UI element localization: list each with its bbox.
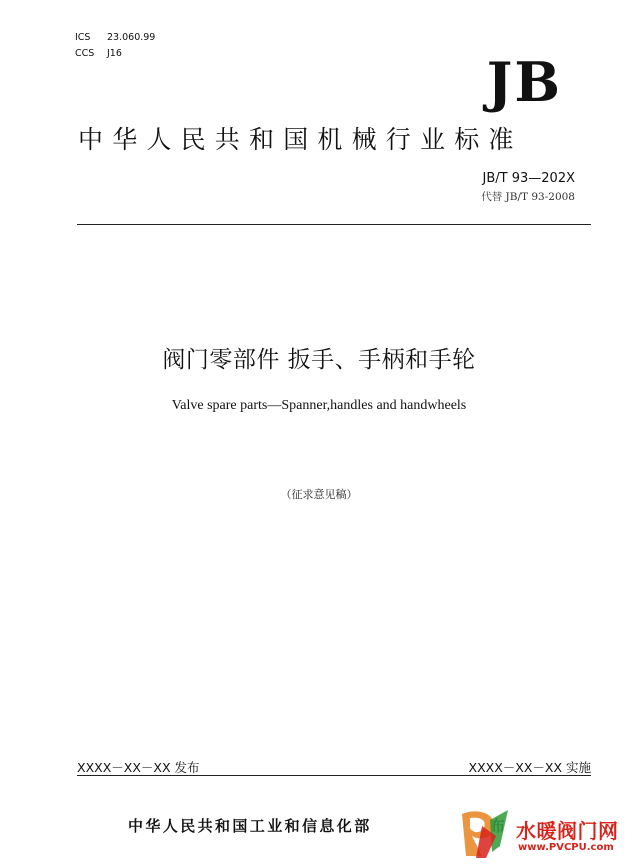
jb-logo: JB (486, 50, 562, 114)
watermark-site-name: 水暖阀门网 (516, 819, 619, 843)
classification-codes (75, 30, 155, 62)
footer-divider (77, 775, 591, 776)
publish-date: XXXX－XX－XX 发布 (77, 760, 200, 775)
ics-label: ICS (75, 32, 91, 43)
header-divider (77, 224, 591, 225)
ccs-value: J16 (107, 48, 122, 59)
standard-category-title: 中华人民共和国机械行业标准 (78, 125, 523, 154)
standard-number: JB/T 93—202X (482, 171, 575, 186)
ccs-code (75, 46, 155, 62)
watermark-site-url: www.PVCPU.com (518, 842, 614, 853)
draft-status: （征求意见稿） (280, 488, 358, 501)
ics-code (75, 30, 155, 46)
implement-date: XXXX－XX－XX 实施 (468, 760, 591, 775)
pvcpu-logo-icon (456, 806, 516, 860)
issuing-authority: 中华人民共和国工业和信息化部 (128, 817, 372, 835)
ccs-label: CCS (75, 48, 95, 59)
ics-value: 23.060.99 (107, 32, 156, 43)
document-title-chinese: 阀门零部件 扳手、手柄和手轮 (162, 347, 476, 373)
document-title-english: Valve spare parts—Spanner,handles and handwheels (171, 398, 467, 413)
replaces-standard: 代替 JB/T 93-2008 (481, 191, 575, 203)
